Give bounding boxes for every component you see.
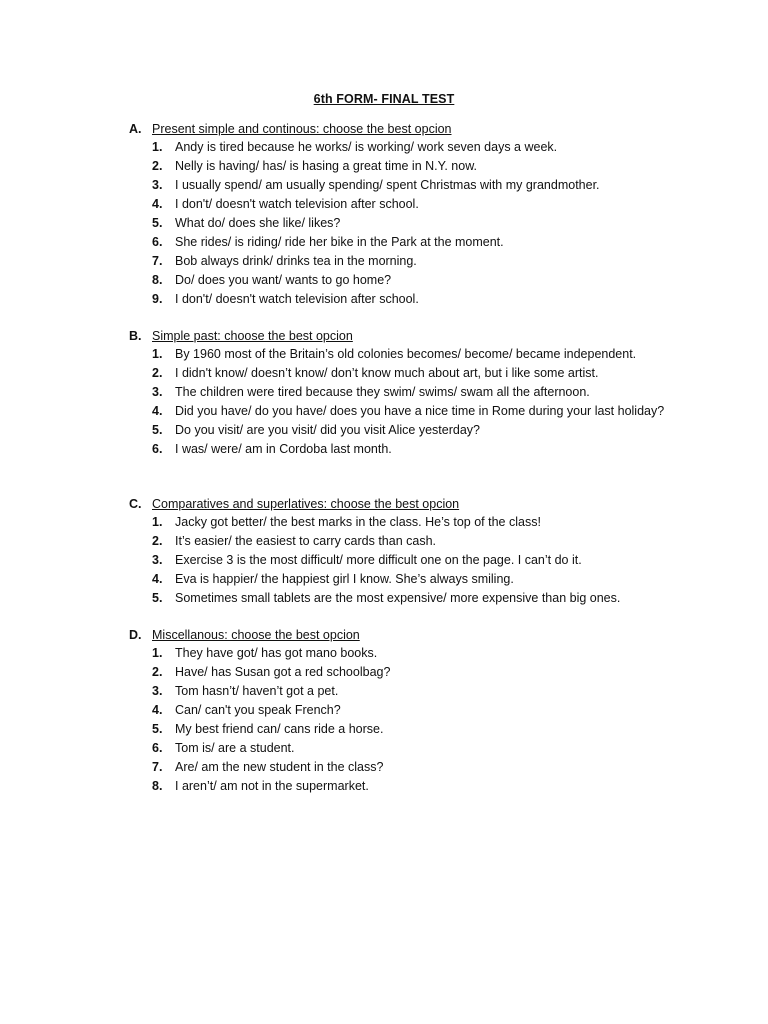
question-text: Andy is tired because he works/ is working/ work seven days a week. — [175, 140, 558, 154]
question-number: 5. — [152, 423, 163, 437]
question-item — [129, 551, 689, 570]
question-item — [129, 383, 689, 402]
question-text: My best friend can/ cans ride a horse. — [175, 722, 384, 736]
question-text: Tom hasn’t/ haven’t got a pet. — [175, 684, 339, 698]
section-c — [129, 495, 689, 608]
question-number: 2. — [152, 366, 163, 380]
question-text: Tom is/ are a student. — [175, 741, 295, 755]
section-a — [129, 120, 689, 309]
question-text: I don't/ doesn't watch television after school. — [175, 292, 419, 306]
question-list — [129, 345, 689, 459]
question-number: 2. — [152, 159, 163, 173]
question-number: 5. — [152, 722, 163, 736]
question-number: 7. — [152, 760, 163, 774]
question-item — [129, 532, 689, 551]
section-heading: Miscellanous: choose the best opcion — [152, 628, 360, 642]
question-number: 6. — [152, 741, 163, 755]
question-item — [129, 252, 689, 271]
question-list — [129, 644, 689, 796]
question-item — [129, 682, 689, 701]
question-text: Nelly is having/ has/ is hasing a great time in N.Y. now. — [175, 159, 478, 173]
question-number: 7. — [152, 254, 163, 268]
question-number: 3. — [152, 385, 163, 399]
question-text: Do you visit/ are you visit/ did you visit Alice yesterday? — [175, 423, 480, 437]
question-text: I aren’t/ am not in the supermarket. — [175, 779, 369, 793]
question-item — [129, 570, 689, 589]
question-list — [129, 138, 689, 309]
question-text: Did you have/ do you have/ does you have a nice time in Rome during your last holiday? — [175, 404, 665, 418]
section-d — [129, 626, 689, 796]
question-item — [129, 777, 689, 796]
question-number: 4. — [152, 404, 163, 418]
section-heading: Comparatives and superlatives: choose the best opcion — [152, 497, 460, 511]
question-text: Sometimes small tablets are the most expensive/ more expensive than big ones. — [175, 591, 621, 605]
question-item — [129, 701, 689, 720]
question-text: By 1960 most of the Britain’s old colonies becomes/ become/ became independent. — [175, 347, 637, 361]
question-text: Can/ can't you speak French? — [175, 703, 341, 717]
question-text: I was/ were/ am in Cordoba last month. — [175, 442, 392, 456]
question-number: 3. — [152, 178, 163, 192]
question-item — [129, 138, 689, 157]
question-item — [129, 440, 689, 459]
question-item — [129, 364, 689, 383]
question-number: 4. — [152, 197, 163, 211]
question-number: 1. — [152, 140, 163, 154]
question-number: 4. — [152, 572, 163, 586]
section-letter: A. — [129, 122, 142, 136]
question-text: Exercise 3 is the most difficult/ more difficult one on the page. I can’t do it. — [175, 553, 582, 567]
question-number: 3. — [152, 684, 163, 698]
question-item — [129, 271, 689, 290]
question-number: 5. — [152, 591, 163, 605]
question-item — [129, 720, 689, 739]
question-number: 8. — [152, 779, 163, 793]
question-number: 9. — [152, 292, 163, 306]
question-item — [129, 644, 689, 663]
section-heading: Present simple and continous: choose the best opcion — [152, 122, 452, 136]
question-item — [129, 513, 689, 532]
question-text: Have/ has Susan got a red schoolbag? — [175, 665, 391, 679]
question-item — [129, 195, 689, 214]
question-item — [129, 214, 689, 233]
question-item — [129, 233, 689, 252]
section-heading: Simple past: choose the best opcion — [152, 329, 353, 343]
question-number: 3. — [152, 553, 163, 567]
question-number: 2. — [152, 534, 163, 548]
question-item — [129, 157, 689, 176]
question-number: 8. — [152, 273, 163, 287]
question-item — [129, 290, 689, 309]
question-list — [129, 513, 689, 608]
section-b — [129, 327, 689, 459]
question-number: 5. — [152, 216, 163, 230]
question-text: She rides/ is riding/ ride her bike in the Park at the moment. — [175, 235, 504, 249]
question-item — [129, 739, 689, 758]
question-number: 4. — [152, 703, 163, 717]
question-item — [129, 345, 689, 364]
question-text: Do/ does you want/ wants to go home? — [175, 273, 392, 287]
question-text: Bob always drink/ drinks tea in the morning. — [175, 254, 417, 268]
question-item — [129, 758, 689, 777]
question-text: They have got/ has got mano books. — [175, 646, 378, 660]
question-text: Are/ am the new student in the class? — [175, 760, 384, 774]
question-number: 6. — [152, 442, 163, 456]
question-number: 1. — [152, 515, 163, 529]
question-text: What do/ does she like/ likes? — [175, 216, 341, 230]
question-item — [129, 421, 689, 440]
section-header — [129, 120, 689, 138]
section-header — [129, 626, 689, 644]
document-title: 6th FORM- FINAL TEST — [313, 92, 455, 106]
section-header — [129, 327, 689, 345]
question-number: 1. — [152, 347, 163, 361]
question-text: The children were tired because they swim/ swims/ swam all the afternoon. — [175, 385, 590, 399]
question-number: 1. — [152, 646, 163, 660]
question-item — [129, 176, 689, 195]
section-letter: B. — [129, 329, 142, 343]
question-item — [129, 589, 689, 608]
section-header — [129, 495, 689, 513]
question-text: I didn't know/ doesn’t know/ don’t know much about art, but i like some artist. — [175, 366, 599, 380]
question-item — [129, 402, 689, 421]
question-number: 6. — [152, 235, 163, 249]
question-text: It’s easier/ the easiest to carry cards than cash. — [175, 534, 437, 548]
question-text: Jacky got better/ the best marks in the class. He’s top of the class! — [175, 515, 541, 529]
question-text: Eva is happier/ the happiest girl I know. She’s always smiling. — [175, 572, 514, 586]
section-letter: C. — [129, 497, 142, 511]
question-number: 2. — [152, 665, 163, 679]
question-text: I don't/ doesn't watch television after school. — [175, 197, 419, 211]
question-item — [129, 663, 689, 682]
question-text: I usually spend/ am usually spending/ spent Christmas with my grandmother. — [175, 178, 600, 192]
section-letter: D. — [129, 628, 142, 642]
